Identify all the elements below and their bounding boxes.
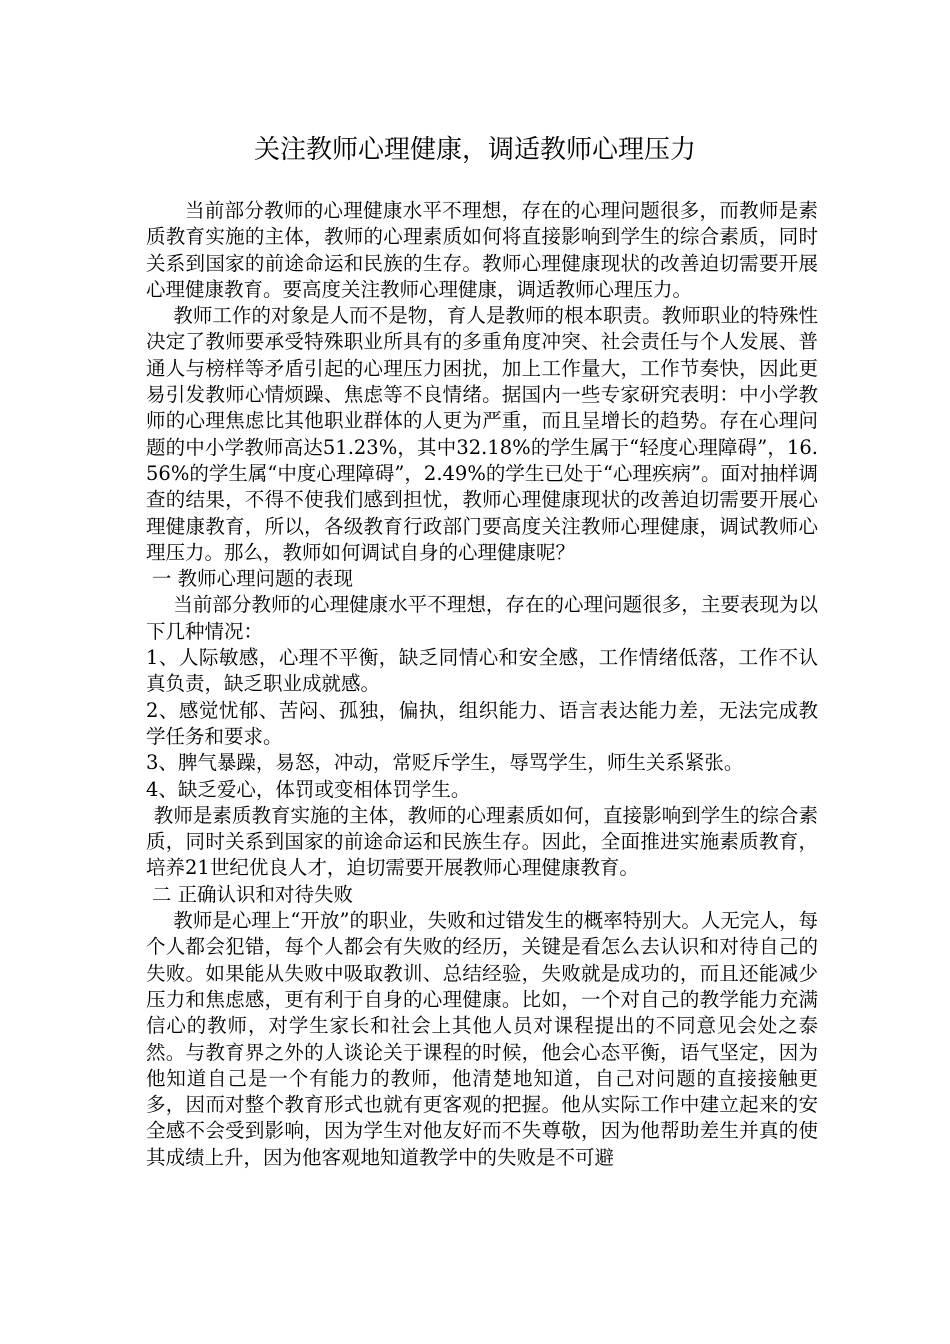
list-item-4: 4、缺乏爱心，体罚或变相体罚学生。 — [146, 777, 471, 801]
paragraph-teacher-work: 教师工作的对象是人而不是物，育人是教师的根本职责。教师职业的特殊性决定了教师要承受特殊职业所具有的多重角度冲突、社会责任与个人发展、普通人与榜样等矛盾引起的心理压力困扰，加上工作量大，工作节奏快，因此更易引发教师心情烦躁、焦虑等不良情绪。据国内一些专家研究表明：中小学教师的心理焦虑比其他职业群体的人更为严重，而且呈增长的趋势。存在心理问题的中小学教师高达51.23%，其中32.18%的学生属于“轻度心理障碍”，16.56%的学生属“中度心理障碍”，2.49%的学生已处于“心理疾病”。面对抽样调查的结果，不得不使我们感到担忧，教师心理健康现状的改善迫切需要开展心理健康教育，所以，各级教育行政部门要高度关注教师心理健康，调试教师心理压力。那么，教师如何调试自身的心理健康呢？ — [146, 304, 818, 564]
paragraph-quality-education: 教师是素质教育实施的主体，教师的心理素质如何，直接影响到学生的综合素质，同时关系到国家的前途命运和民族生存。因此，全面推进实施素质教育，培养21世纪优良人才，迫切需要开展教师心理健康教育。 — [146, 803, 818, 880]
list-item-3: 3、脾气暴躁，易怒，冲动，常贬斥学生，辱骂学生，师生关系紧张。 — [146, 751, 744, 775]
section-heading-2: 二 正确认识和对待失败 — [151, 882, 354, 906]
list-item-1: 1、人际敏感，心理不平衡，缺乏同情心和安全感，工作情绪低落，工作不认真负责，缺乏职业成就感。 — [146, 646, 818, 696]
paragraph-failure: 教师是心理上“开放”的职业，失败和过错发生的概率特别大。人无完人，每个人都会犯错，每个人都会有失败的经历，关键是看怎么去认识和对待自己的失败。如果能从失败中吸取教训、总结经验，失败就是成功的，而且还能减少压力和焦虑感，更有利于自身的心理健康。比如，一个对自己的教学能力充满信心的教师，对学生家长和社会上其他人员对课程提出的不同意见会处之泰然。与教育界之外的人谈论关于课程的时候，他会心态平衡，语气坚定，因为他知道自己是一个有能力的教师，他清楚地知道，自己对问题的直接接触更多，因而对整个教育形式也就有更客观的把握。他从实际工作中建立起来的安全感不会受到影响，因为学生对他友好而不失尊敬，因为他帮助差生并真的使其成绩上升，因为他客观地知道教学中的失败是不可避 — [146, 909, 818, 1169]
document-title: 关注教师心理健康，调适教师心理压力 — [253, 135, 696, 165]
paragraph-problems-intro: 当前部分教师的心理健康水平不理想，存在的心理问题很多，主要表现为以下几种情况： — [146, 593, 818, 643]
list-item-2: 2、感觉忧郁、苦闷、孤独，偏执，组织能力、语言表达能力差，无法完成教学任务和要求。 — [146, 698, 818, 748]
section-heading-1: 一 教师心理问题的表现 — [151, 567, 354, 591]
document-body — [146, 198, 818, 1171]
paragraph-intro: 当前部分教师的心理健康水平不理想，存在的心理问题很多，而教师是素质教育实施的主体，教师的心理素质如何将直接影响到学生的综合素质，同时关系到国家的前途命运和民族的生存。教师心理健康现状的改善迫切需要开展心理健康教育。要高度关注教师心理健康，调适教师心理压力。 — [146, 199, 818, 301]
